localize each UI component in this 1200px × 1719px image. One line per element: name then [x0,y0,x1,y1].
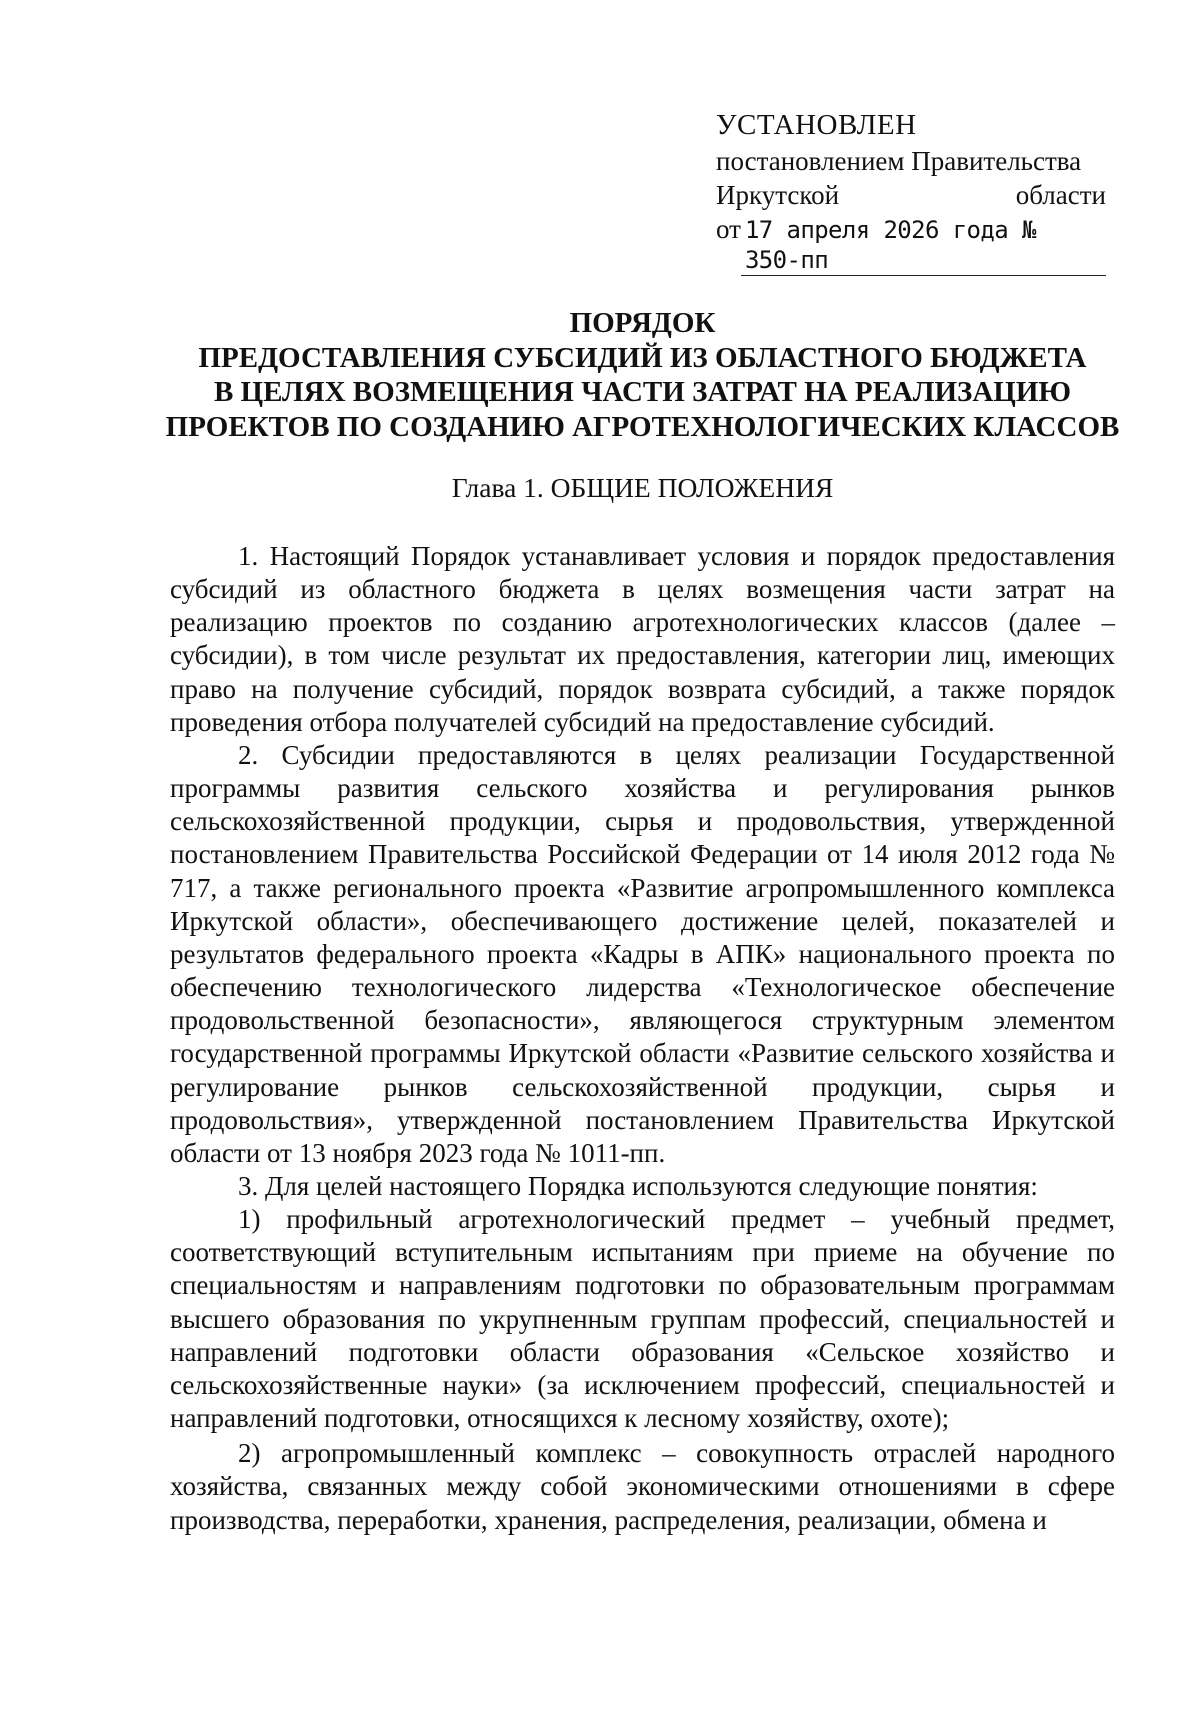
paragraph-3-item-2: 2) агропромышленный комплекс – совокупность отраслей народного хозяйства, связанных между собой экономическими отношениями в сфере производства, переработки, хранения, распределения, реализации, обмена и [170,1438,1115,1535]
title-line-4: ПРОЕКТОВ ПО СОЗДАНИЮ АГРОТЕХНОЛОГИЧЕСКИХ КЛАССОВ [165,410,1120,443]
title-line-1: ПОРЯДОК [569,307,716,339]
approval-line-2-right: области [1015,180,1106,210]
document-title [160,306,1125,444]
approval-line-2 [716,178,1106,212]
approval-line-2-left: Иркутской [716,180,840,210]
paragraph-1: 1. Настоящий Порядок устанавливает условия и порядок предоставления субсидий из областного бюджета в целях возмещения части затрат на реализацию проектов по созданию агротехнологических классов (далее – субсидии), в том числе результат их предоставления, категории лиц, имеющих право на получение субсидий, порядок возврата субсидий, а также порядок проведения отбора получателей субсидий на предоставление субсидий. [170,541,1115,737]
chapter-heading: Глава 1. ОБЩИЕ ПОЛОЖЕНИЯ [451,472,834,503]
approval-stamp-block [716,108,1106,276]
title-line-2: ПРЕДОСТАВЛЕНИЯ СУБСИДИЙ ИЗ ОБЛАСТНОГО БЮДЖЕТА [198,341,1087,374]
paragraph-2: 2. Субсидии предоставляются в целях реализации Государственной программы развития сельского хозяйства и регулирования рынков сельскохозяйственной продукции, сырья и продовольствия, утвержденной постановлением Правительства Российской Федерации от 14 июля 2012 года № 717, а также регионального проекта «Развитие агропромышленного комплекса Иркутской области», обеспечивающего достижение целей, показателей и результатов федерального проекта «Кадры в АПК» национального проекта по обеспечению технологического лидерства «Технологическое обеспечение продовольственной безопасности», являющегося структурным элементом государственной программы Иркутской области «Развитие сельского хозяйства и регулирование рынков сельскохозяйственной продукции, сырья и продовольствия», утвержденной постановлением Правительства Иркутской области от 13 ноября 2023 года № 1011-пп. [170,739,1115,1168]
paragraph-3-item-1: 1) профильный агротехнологический предмет – учебный предмет, соответствующий вступительным испытаниям при приеме на обучение по специальностям и направлениям подготовки по образовательным программам высшего образования по укрупненным группам профессий, специальностей и направлений подготовки области образования «Сельское хозяйство и сельскохозяйственные науки» (за исключением профессий, специальностей и направлений подготовки, относящихся к лесному хозяйству, охоте); [170,1204,1115,1434]
paragraph-3: 3. Для целей настоящего Порядка используются следующие понятия: [238,1170,1038,1201]
approval-date-prefix: от [716,214,741,244]
document-body [170,540,1115,1537]
approval-heading: УСТАНОВЛЕН [716,109,917,141]
approval-date-value: 17 апреля 2026 года № 350-пп [741,215,1106,276]
approval-line-1: постановлением Правительства [716,146,1082,176]
approval-date-row [716,212,1106,276]
title-line-3: В ЦЕЛЯХ ВОЗМЕЩЕНИЯ ЧАСТИ ЗАТРАТ НА РЕАЛИЗАЦИЮ [213,376,1072,408]
